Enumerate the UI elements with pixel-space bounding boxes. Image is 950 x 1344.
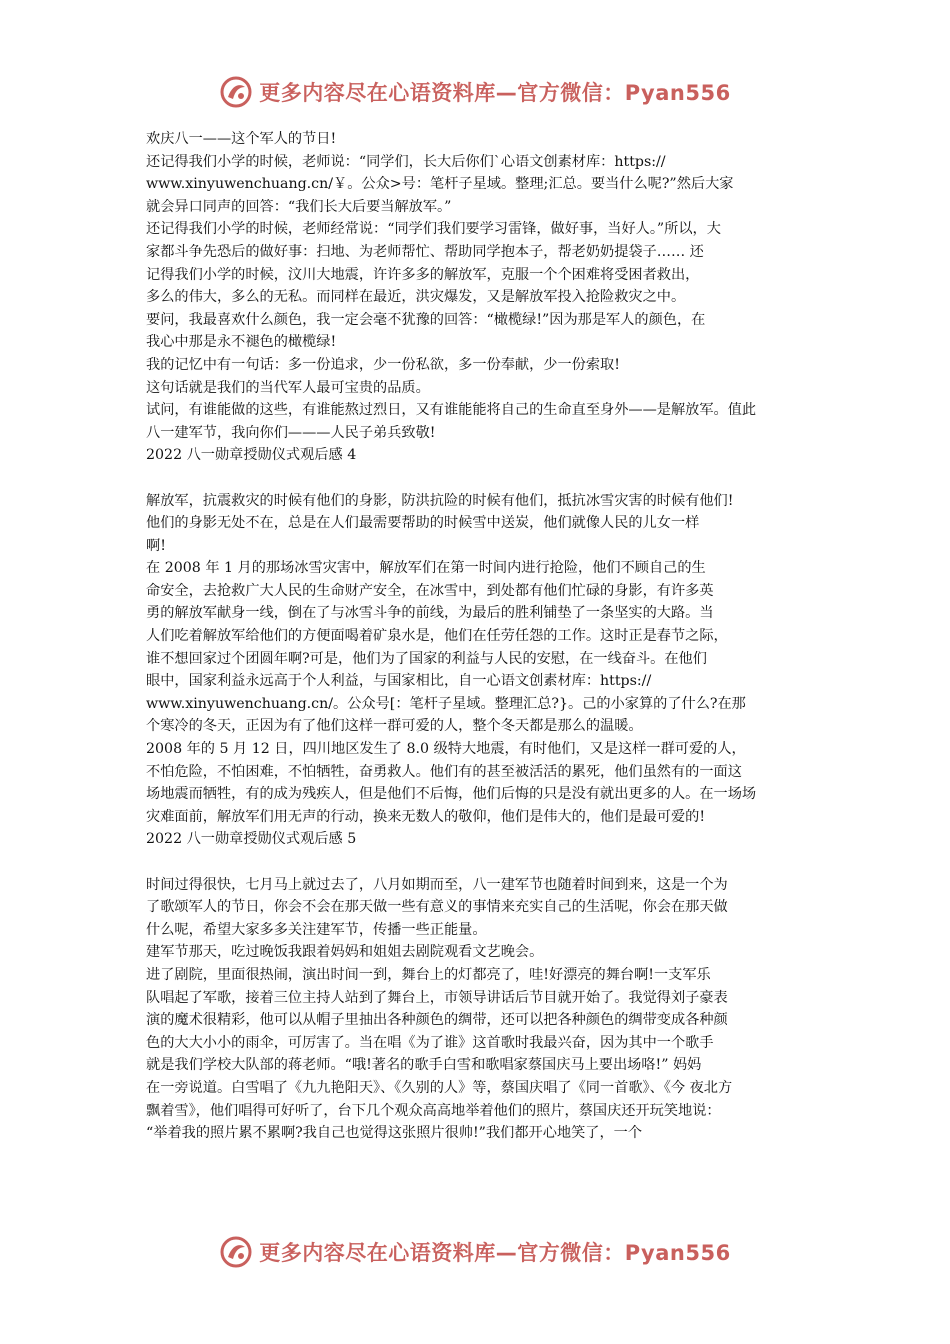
text-line: 谁不想回家过个团圆年啊?可是，他们为了国家的利益与人民的安慰，在一线奋斗。在他们 — [146, 650, 707, 667]
text-line: 就会异口同声的回答：“我们长大后要当解放军。” — [146, 198, 452, 215]
document-body — [146, 128, 808, 1145]
header-banner — [0, 72, 950, 112]
text-line: 解放军，抗震救灾的时候有他们的身影，防洪抗险的时候有他们，抵抗冰雪灾害的时候有他们! — [146, 492, 734, 509]
footer-banner — [0, 1232, 950, 1272]
text-line: 人们吃着解放军给他们的方便面喝着矿泉水是，他们在任劳任怨的工作。这时正是春节之际， — [146, 628, 728, 645]
text-line: 就是我们学校大队部的蒋老师。“哦!著名的歌手白雪和歌唱家蔡国庆马上要出场咯!” 妈妈 — [146, 1057, 702, 1074]
text-line: 多么的伟大，多么的无私。而同样在最近，洪灾爆发，又是解放军投入抢险救灾之中。 — [146, 289, 686, 306]
text-line: 队唱起了军歌，接着三位主持人站到了舞台上，市领导讲话后节目就开始了。我觉得刘子豪表 — [146, 989, 728, 1006]
text-line: 我的记忆中有一句话：多一份追求，少一份私欲，多一份奉献，少一份索取! — [146, 356, 620, 373]
text-line: 飘着雪》，他们唱得可好听了，台下几个观众高高地举着他们的照片，蔡国庆还开玩笑地说： — [146, 1102, 721, 1119]
text-line: 建军节那天，吃过晚饭我跟着妈妈和姐姐去剧院观看文艺晚会。 — [146, 944, 544, 961]
text-line: 命安全，去抢救广大人民的生命财产安全，在冰雪中，到处都有他们忙碌的身影，有许多英 — [146, 582, 714, 599]
text-line: www.xinyuwenchuang.cn/。公众号[：笔杆子星域。整理汇总?}。己的小家算的了什么?在那 — [146, 695, 746, 712]
text-line: 时间过得很快，七月马上就过去了，八月如期而至，八一建军节也随着时间到来，这是一个为 — [146, 876, 728, 893]
text-line: 眼中，国家利益永远高于个人利益，与国家相比，自一心语文创素材库：https:// — [146, 673, 652, 690]
text-line: 在一旁说道。白雪唱了《九九艳阳天》、《久别的人》等，蔡国庆唱了《同一首歌》、《今 夜北方 — [146, 1079, 733, 1096]
text-line: 要问，我最喜欢什么颜色，我一定会毫不犹豫的回答：“橄榄绿!”因为那是军人的颜色，在 — [146, 311, 706, 328]
text-line: 个寒冷的冬天，正因为有了他们这样一群可爱的人，整个冬天都是那么的温暖。 — [146, 718, 643, 735]
text-line: 进了剧院，里面很热闹，演出时间一到，舞台上的灯都亮了，哇!好漂亮的舞台啊!一支军乐 — [146, 966, 711, 983]
text-line: 什么呢，希望大家多多关注建军节，传播一些正能量。 — [146, 921, 487, 938]
blank-line — [146, 851, 808, 874]
text-line: 勇的解放军献身一线，倒在了与冰雪斗争的前线，为最后的胜利铺垫了一条坚实的大路。当 — [146, 605, 714, 622]
text-line: “举着我的照片累不累啊?我自己也觉得这张照片很帅!”我们都开心地笑了，一个 — [146, 1125, 643, 1142]
text-line: 还记得我们小学的时候，老师说：“同学们，长大后你们`心语文创素材库：https:// — [146, 153, 666, 170]
header-banner-text: 更多内容尽在心语资料库—官方微信：Pyan556 — [259, 81, 731, 105]
text-line: www.xinyuwenchuang.cn/￥。公众>号：笔杆子星域。整理;汇总。要当什么呢?”然后大家 — [146, 176, 734, 193]
text-line: 不怕危险，不怕困难，不怕牺牲，奋勇救人。他们有的甚至被活活的累死，他们虽然有的一面这 — [146, 763, 742, 780]
text-line: 欢庆八一——这个军人的节日! — [146, 131, 337, 147]
text-line: 色的大大小小的雨伞，可厉害了。当在唱《为了谁》这首歌时我最兴奋，因为其中一个歌手 — [146, 1034, 714, 1051]
brand-logo-icon — [219, 1235, 253, 1269]
text-line: 灾难面前，解放军们用无声的行动，换来无数人的敬仰，他们是伟大的，他们是最可爱的! — [146, 808, 706, 825]
footer-banner-text: 更多内容尽在心语资料库—官方微信：Pyan556 — [259, 1241, 731, 1265]
text-line: 2008 年的 5 月 12 日，四川地区发生了 8.0 级特大地震，有时他们，又是这样一群可爱的人， — [146, 741, 746, 758]
text-line: 了歌颂军人的节日，你会不会在那天做一些有意义的事情来充实自己的生活呢，你会在那天做 — [146, 899, 728, 916]
text-line: 他们的身影无处不在，总是在人们最需要帮助的时候雪中送炭，他们就像人民的儿女一样 — [146, 515, 700, 532]
text-line: 试问，有谁能做的这些，有谁能熬过烈日，又有谁能能将自己的生命直至身外——是解放军。值此 — [146, 402, 757, 419]
text-line: 场地震而牺牲，有的成为残疾人，但是他们不后悔，他们后悔的只是没有就出更多的人。在一场场 — [146, 786, 757, 803]
text-line: 还记得我们小学的时候，老师经常说：“同学们我们要学习雷锋，做好事，当好人。”所以，大 — [146, 221, 721, 238]
text-line: 2022 八一勋章授勋仪式观后感 4 — [146, 447, 357, 464]
text-line: 演的魔术很精彩，他可以从帽子里抽出各种颜色的绸带，还可以把各种颜色的绸带变成各种颜 — [146, 1012, 728, 1029]
text-line: 这句话就是我们的当代军人最可宝贵的品质。 — [146, 379, 430, 396]
text-line: 八一建军节，我向你们———人民子弟兵致敬! — [146, 424, 436, 441]
brand-logo-icon — [219, 75, 253, 109]
text-line: 家都斗争先恐后的做好事：扫地、为老师帮忙、帮助同学抱本子，帮老奶奶提袋子…… 还 — [146, 243, 704, 260]
text-line: 啊! — [146, 537, 166, 554]
text-line: 在 2008 年 1 月的那场冰雪灾害中，解放军们在第一时间内进行抢险，他们不顾自己的生 — [146, 560, 706, 577]
text-line: 我心中那是永不褪色的橄榄绿! — [146, 334, 337, 351]
text-line: 2022 八一勋章授勋仪式观后感 5 — [146, 831, 357, 848]
text-line: 记得我们小学的时候，汶川大地震，许许多多的解放军，克服一个个困难将受困者救出， — [146, 266, 700, 283]
blank-line — [146, 467, 808, 490]
